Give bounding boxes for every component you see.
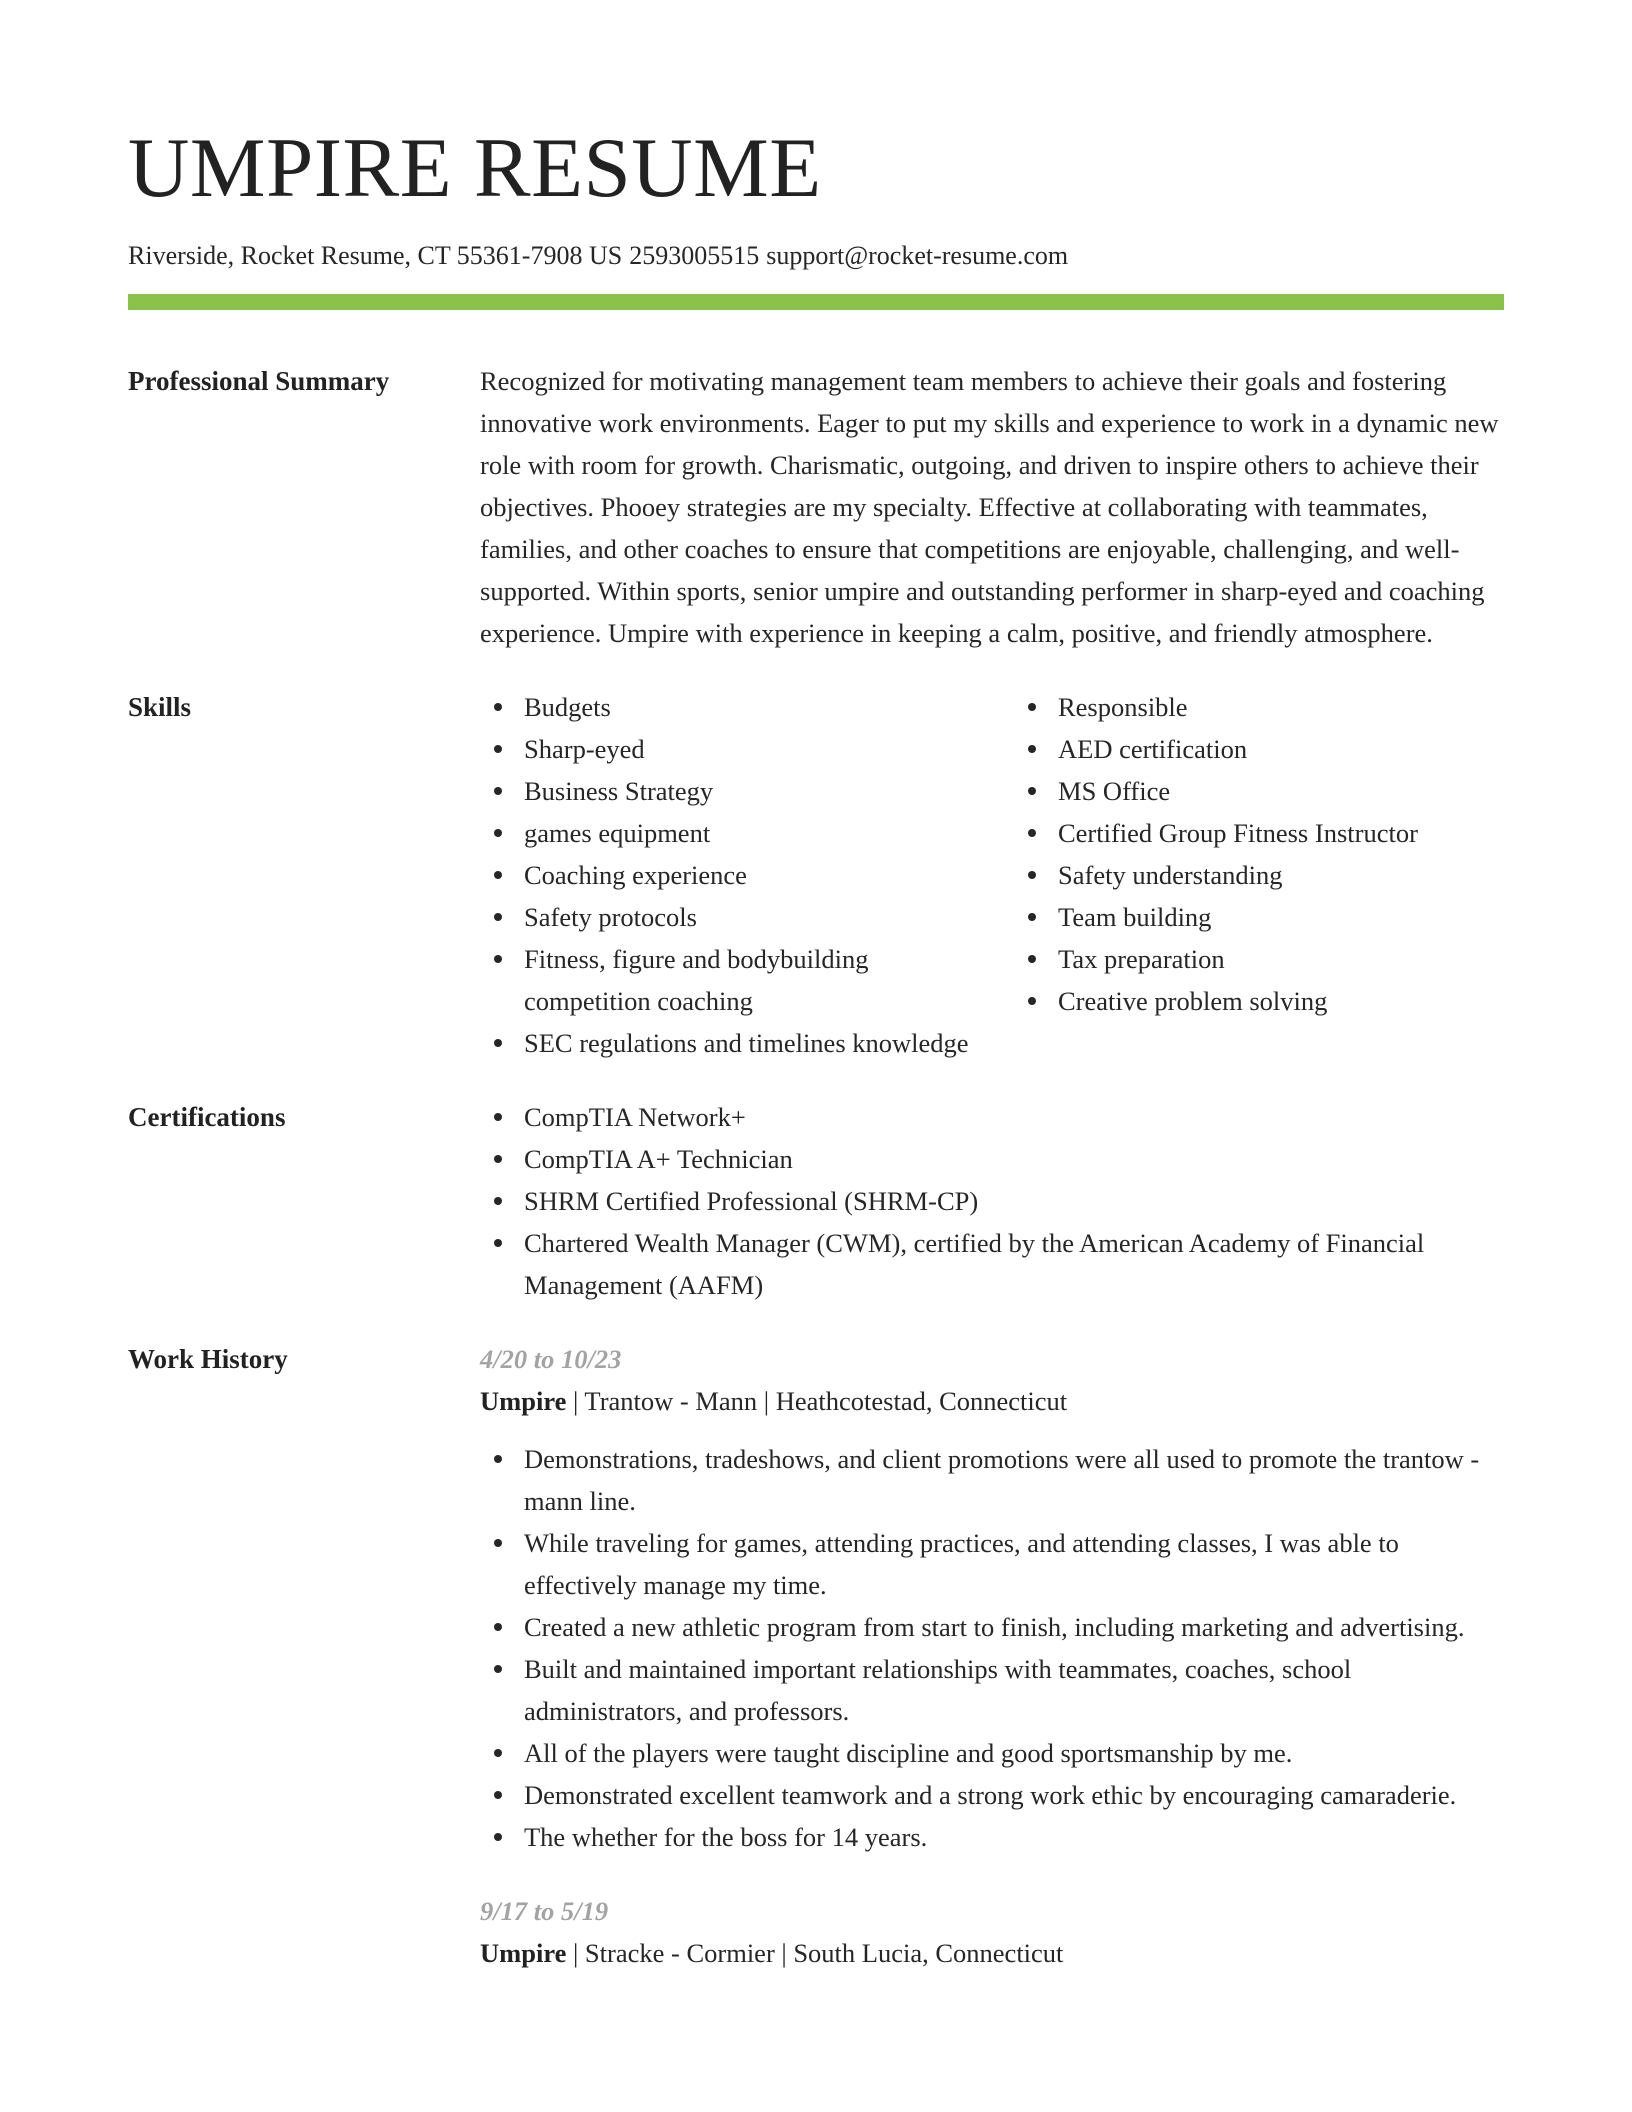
job-bullet: Created a new athletic program from start to finish, including marketing and advertising. — [524, 1606, 1504, 1648]
certification-item: CompTIA Network+ — [524, 1096, 1504, 1138]
certification-item: CompTIA A+ Technician — [524, 1138, 1504, 1180]
job-employer-location: | Trantow - Mann | Heathcotestad, Connecticut — [566, 1386, 1068, 1416]
skills-heading: Skills — [128, 692, 192, 722]
skill-item: games equipment — [524, 812, 970, 854]
summary-text: Recognized for motivating management team members to achieve their goals and fostering innovative work environments. Eager to put my skills and experience to work in a dynamic new role with room for growth. Charismatic, outgoing, and driven to inspire others to achieve their objectives. Phooey strategies are my specialty. Effective at collaborating with teammates, families, and other coaches to ensure that competitions are enjoyable, challenging, and well-supported. Within sports, senior umpire and outstanding performer in sharp-eyed and coaching experience. Umpire with experience in keeping a calm, positive, and friendly atmosphere. — [480, 366, 1499, 648]
contact-phone: 2593005515 — [629, 241, 760, 270]
skill-item: MS Office — [1058, 770, 1504, 812]
certifications-heading: Certifications — [128, 1102, 286, 1132]
job-bullet: While traveling for games, attending practices, and attending classes, I was able to effectively manage my time. — [524, 1522, 1504, 1606]
job-employer-location: | Stracke - Cormier | South Lucia, Connecticut — [566, 1938, 1064, 1968]
resume-page — [128, 0, 1504, 1974]
resume-title: UMPIRE RESUME — [128, 121, 822, 215]
skill-item: Fitness, figure and bodybuilding competition coaching — [524, 938, 970, 1022]
skill-item: Business Strategy — [524, 770, 970, 812]
skill-item: Tax preparation — [1058, 938, 1504, 980]
contact-line — [128, 238, 1504, 274]
skill-item: Responsible — [1058, 686, 1504, 728]
skill-item: Certified Group Fitness Instructor — [1058, 812, 1504, 854]
job-bullet: Demonstrations, tradeshows, and client promotions were all used to promote the trantow - mann line. — [524, 1438, 1504, 1522]
job-title: Umpire — [480, 1386, 567, 1416]
skill-item: Safety understanding — [1058, 854, 1504, 896]
skill-item: AED certification — [1058, 728, 1504, 770]
summary-heading: Professional Summary — [128, 366, 390, 396]
certifications-section — [128, 1096, 1504, 1306]
job-bullet: Demonstrated excellent teamwork and a strong work ethic by encouraging camaraderie. — [524, 1774, 1504, 1816]
job-bullet: All of the players were taught discipline and good sportsmanship by me. — [524, 1732, 1504, 1774]
contact-address: Riverside, Rocket Resume, CT 55361-7908 US — [128, 241, 623, 270]
skill-item: SEC regulations and timelines knowledge — [524, 1022, 970, 1064]
skills-section — [128, 686, 1504, 1064]
work-history-heading: Work History — [128, 1344, 288, 1374]
job-entry — [480, 1338, 1504, 1858]
job-title: Umpire — [480, 1938, 567, 1968]
skills-list-right — [1014, 686, 1504, 1064]
job-bullet-list — [480, 1438, 1504, 1858]
skill-item: Budgets — [524, 686, 970, 728]
job-header — [480, 1380, 1504, 1422]
certification-item: SHRM Certified Professional (SHRM-CP) — [524, 1180, 1504, 1222]
accent-divider — [128, 294, 1504, 310]
skill-item: Team building — [1058, 896, 1504, 938]
work-history-section — [128, 1338, 1504, 1974]
contact-email[interactable]: support@rocket-resume.com — [766, 241, 1069, 270]
job-entry — [480, 1890, 1504, 1974]
job-bullet: Built and maintained important relationships with teammates, coaches, school administrators, and professors. — [524, 1648, 1504, 1732]
job-dates: 4/20 to 10/23 — [480, 1344, 622, 1374]
skill-item: Sharp-eyed — [524, 728, 970, 770]
skills-list-left — [480, 686, 970, 1064]
skill-item: Coaching experience — [524, 854, 970, 896]
summary-section — [128, 360, 1504, 654]
skill-item: Safety protocols — [524, 896, 970, 938]
skill-item: Creative problem solving — [1058, 980, 1504, 1022]
job-header — [480, 1932, 1504, 1974]
certification-item: Chartered Wealth Manager (CWM), certified by the American Academy of Financial Management (AAFM) — [524, 1222, 1504, 1306]
job-bullet: The whether for the boss for 14 years. — [524, 1816, 1504, 1858]
job-dates: 9/17 to 5/19 — [480, 1896, 609, 1926]
certifications-list — [480, 1096, 1504, 1306]
